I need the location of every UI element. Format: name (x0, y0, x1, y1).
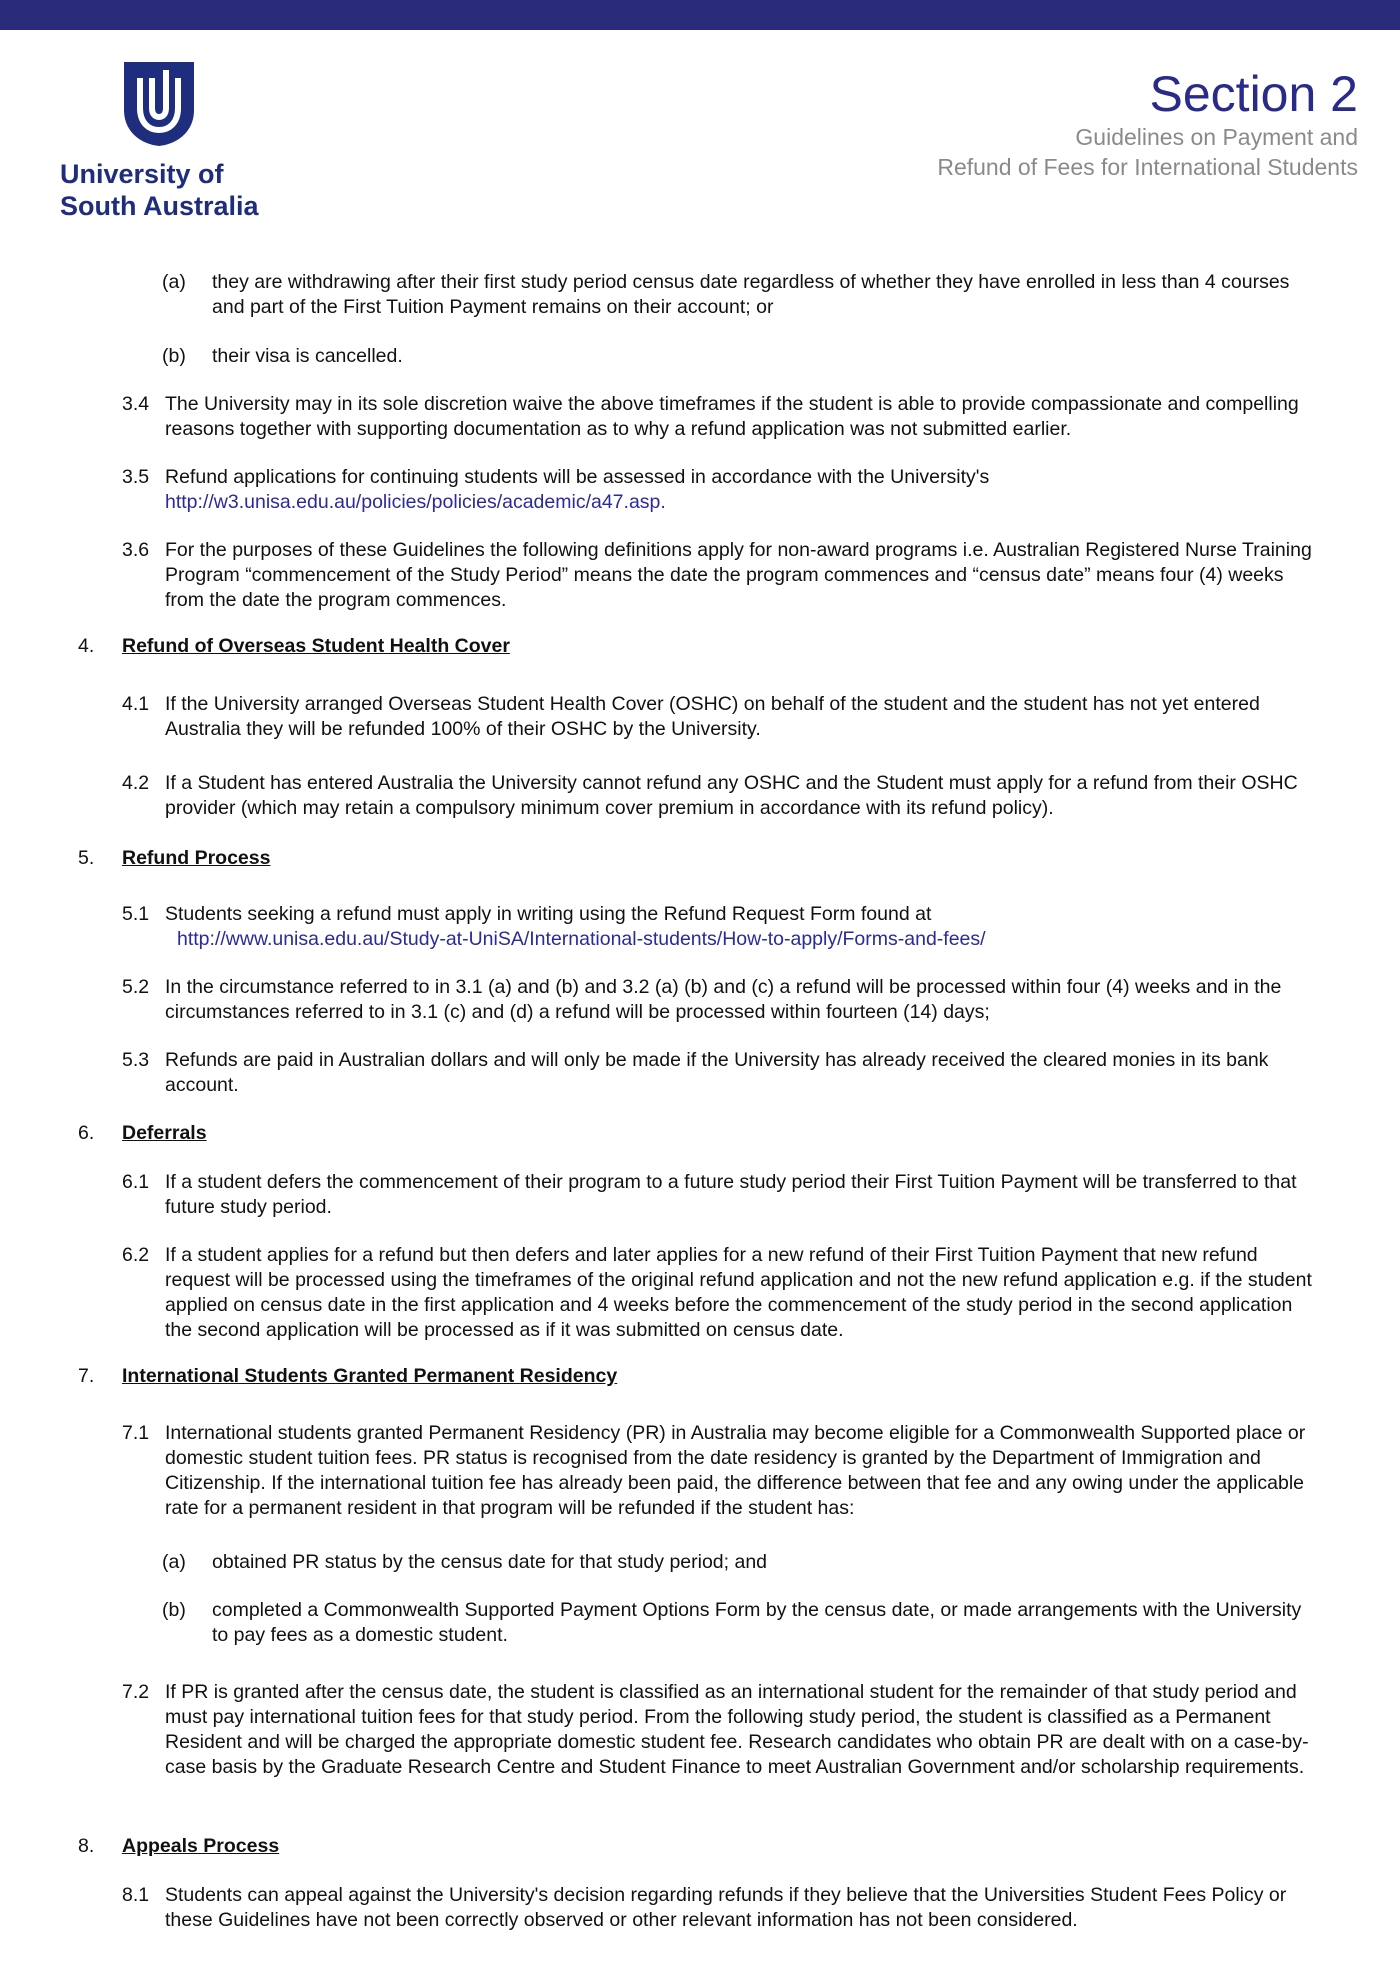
section-subtitle-line2: Refund of Fees for International Students (937, 154, 1358, 180)
section-title: Section 2 (1149, 66, 1358, 122)
clause-number: (b) (162, 345, 186, 367)
clause-number: 5.1 (122, 903, 150, 925)
clause-text: If a Student has entered Australia the University cannot refund any OSHC and the Student must apply for a refund from their OSHC provider (which may retain a compulsory minimum cover premium in accordance with its refund policy). (165, 772, 1298, 819)
clause-text: In the circumstance referred to in 3.1 (a) and (b) and 3.2 (a) (b) and (c) a refund will be processed within four (4) weeks and in the circumstances referred to in 3.1 (c) and (d) a refund will be processed within fourteen (14) days; (165, 976, 1282, 1023)
clause-number: 3.6 (122, 539, 150, 561)
section-heading: Deferrals (122, 1122, 207, 1144)
clause-text: If a student defers the commencement of their program to a future study period their First Tuition Payment will be transferred to that future study period. (165, 1171, 1297, 1218)
clause-text: obtained PR status by the census date for that study period; and (212, 1551, 768, 1573)
clause-text: Students seeking a refund must apply in writing using the Refund Request Form found at (165, 903, 932, 925)
clause-number: 5.2 (122, 976, 150, 998)
clause-number: 7.2 (122, 1681, 150, 1703)
clause-block (165, 465, 1312, 515)
section-number: 5. (78, 847, 95, 869)
section-heading: Refund of Overseas Student Health Cover (122, 635, 510, 657)
clause-number: (b) (162, 1599, 186, 1621)
university-name-line1: University of (60, 159, 224, 189)
clause-number: 4.1 (122, 693, 150, 715)
clause-text: If PR is granted after the census date, the student is classified as an international student for the remainder of that study period and must pay international tuition fees for that study period. From the following study period, the student is classified as a Permanent Resident and will be charged the appropriate domestic student fee. Research candidates who obtain PR are dealt with on a case-by-case basis by the Graduate Research Centre and Student Finance to meet Australian Government and/or scholarship requirements. (165, 1681, 1309, 1778)
clause-text: If the University arranged Overseas Student Health Cover (OSHC) on behalf of the student and the student has not yet entered Australia they will be refunded 100% of their OSHC by the University. (165, 693, 1260, 740)
policy-link[interactable]: http://w3.unisa.edu.au/policies/policies/academic/a47.asp. (165, 491, 666, 513)
section-heading: Refund Process (122, 847, 271, 869)
clause-text: Refund applications for continuing students will be assessed in accordance with the University's (165, 466, 990, 488)
clause-number: (a) (162, 271, 186, 293)
clause-number: 3.5 (122, 466, 150, 488)
clause-text: completed a Commonwealth Supported Payment Options Form by the census date, or made arrangements with the University to pay fees as a domestic student. (212, 1599, 1302, 1646)
clause-text: Students can appeal against the University's decision regarding refunds if they believe that the Universities Student Fees Policy or these Guidelines have not been correctly observed or other relevant information has not been considered. (165, 1884, 1287, 1931)
section-number: 8. (78, 1835, 95, 1857)
clause-text: they are withdrawing after their first study period census date regardless of whether they have enrolled in less than 4 courses and part of the First Tuition Payment remains on their account; or (212, 271, 1290, 318)
clause-number: 6.2 (122, 1244, 150, 1266)
clause-text: International students granted Permanent Residency (PR) in Australia may become eligible for a Commonwealth Supported place or domestic student tuition fees. PR status is recognised from the date residency is granted by the Department of Immigration and Citizenship. If the international tuition fee has already been paid, the difference between that fee and any owing under the applicable rate for a permanent resident in that program will be refunded if the student has: (165, 1422, 1306, 1519)
clause-block (165, 902, 1312, 952)
section-heading: International Students Granted Permanent Residency (122, 1365, 618, 1387)
clause-number: 8.1 (122, 1884, 150, 1906)
section-number: 6. (78, 1122, 95, 1144)
section-subtitle-line1: Guidelines on Payment and (1075, 124, 1358, 150)
section-number: 4. (78, 635, 95, 657)
clause-text: The University may in its sole discretion waive the above timeframes if the student is able to provide compassionate and compelling reasons together with supporting documentation as to why a refund application was not submitted earlier. (165, 393, 1299, 440)
clause-number: (a) (162, 1551, 186, 1573)
clause-text: Refunds are paid in Australian dollars and will only be made if the University has already received the cleared monies in its bank account. (165, 1049, 1269, 1096)
section-heading: Appeals Process (122, 1835, 280, 1857)
clause-text: their visa is cancelled. (212, 345, 403, 367)
clause-number: 7.1 (122, 1422, 150, 1444)
clause-number: 5.3 (122, 1049, 150, 1071)
top-banner (0, 0, 1400, 30)
unisa-crest-icon (122, 60, 196, 146)
university-name-line2: South Australia (60, 191, 259, 221)
refund-form-link[interactable]: http://www.unisa.edu.au/Study-at-UniSA/International-students/How-to-apply/Forms-and-fees/ (177, 928, 986, 950)
university-logo (60, 60, 270, 222)
clause-number: 4.2 (122, 772, 150, 794)
clause-number: 3.4 (122, 393, 150, 415)
section-number: 7. (78, 1365, 95, 1387)
clause-text: For the purposes of these Guidelines the following definitions apply for non-award programs i.e. Australian Registered Nurse Training Program “commencement of the Study Period” means the date the program commences and “census date” means four (4) weeks from the date the program commences. (165, 539, 1312, 611)
clause-text: If a student applies for a refund but then defers and later applies for a new refund of their First Tuition Payment that new refund request will be processed using the timeframes of the original refund application and not the new refund application e.g. if the student applied on census date in the first application and 4 weeks before the commencement of the study period in the second application the second application will be processed as if it was submitted on census date. (165, 1244, 1312, 1341)
clause-number: 6.1 (122, 1171, 150, 1193)
section-header (937, 66, 1358, 182)
